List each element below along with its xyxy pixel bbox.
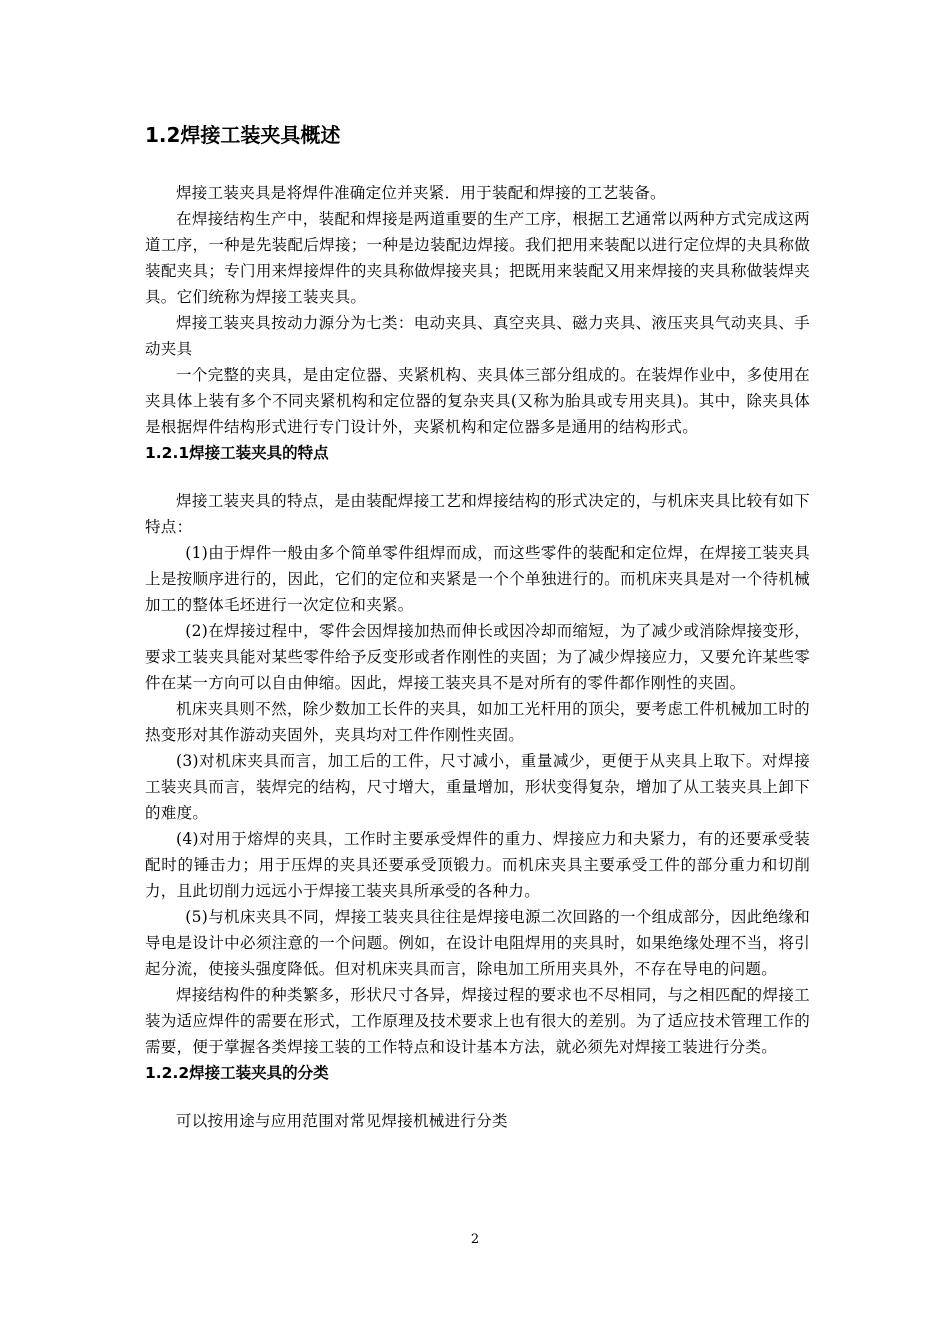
- page-number: 2: [470, 1232, 480, 1247]
- paragraph-intro-2: 在焊接结构生产中，装配和焊接是两道重要的生产工序，根据工艺通常以两种方式完成这两道工序，一种是先装配后焊接；一种是边装配边焊接。我们把用来装配以进行定位焊的夬具称做装配夹具；专门用来焊接焊件的夹具称做焊接夹具；把既用来装配又用来焊接的夹具称做装焊夹具。它们统称为焊接工装夹具。: [145, 210, 810, 306]
- section-title: 1.2焊接工装夹具概述: [145, 123, 341, 147]
- paragraph-features-1: 焊接工装夹具的特点，是由装配焊接工艺和焊接结构的形式决定的，与机床夹具比较有如下特点：: [145, 492, 810, 536]
- paragraph-features-3: (2)在焊接过程中，零件会因焊接加热而伸长或因冷却而缩短，为了减少或消除焊接变形，要求工装夹具能对某些零件给予反变形或者作刚性的夹固；为了减少焊接应力，又要允许某些零件在某一方向可以自由伸缩。因此，焊接工装夹具不是对所有的零件都作刚性的夹固。: [145, 622, 810, 692]
- paragraph-features-6: (4)对用于熔焊的夹具，工作时主要承受焊件的重力、焊接应力和夬紧力，有的还要承受装配时的锤击力；用于压焊的夹具还要承受顶锻力。而机床夹具主要承受工件的部分重力和切削力，且此切削力远远小于焊接工装夹具所承受的各种力。: [145, 830, 810, 900]
- paragraph-intro-1: 焊接工装夹具是将焊件准确定位并夹紧．用于装配和焊接的工艺装备。: [176, 184, 666, 202]
- paragraph-intro-4: 一个完整的夹具，是由定位器、夹紧机构、夹具体三部分组成的。在装焊作业中，多使用在夹具体上装有多个不同夹紧机构和定位器的复杂夹具(又称为胎具或专用夹具)。其中，除夹具体是根据焊件结构形式进行专门设计外，夹紧机构和定位器多是通用的结构形式。: [145, 366, 810, 436]
- paragraph-features-8: 焊接结构件的种类繁多，形状尺寸各异，焊接过程的要求也不尽相同，与之相匹配的焊接工装为适应焊件的需要在形式，工作原理及技术要求上也有很大的差别。为了适应技术管理工作的需要，便于掌握各类焊接工装的工作特点和设计基本方法，就必须先对焊接工装进行分类。: [145, 986, 810, 1056]
- paragraph-classification-1: 可以按用途与应用范围对常见焊接机械进行分类: [176, 1112, 508, 1130]
- paragraph-intro-3: 焊接工装夹具按动力源分为七类：电动夹具、真空夹具、磁力夹具、液压夹具气动夹具、手动夹具: [145, 314, 810, 358]
- paragraph-features-7: (5)与机床夹具不同，焊接工装夹具往往是焊接电源二次回路的一个组成部分，因此绝缘和导电是设计中必须注意的一个问题。例如，在设计电阻焊用的夹具时，如果绝缘处理不当，将引起分流，使接头强度降低。但对机床夹具而言，除电加工所用夹具外，不存在导电的问题。: [145, 908, 810, 978]
- subsection-title-classification: 1.2.2焊接工装夹具的分类: [145, 1064, 329, 1082]
- subsection-title-features: 1.2.1焊接工装夹具的特点: [145, 444, 329, 462]
- paragraph-features-4: 机床夹具则不然，除少数加工长件的夹具，如加工光杆用的顶尖，要考虑工件机械加工时的热变形对其作游动夹固外，夹具均对工件作刚性夹固。: [145, 700, 810, 744]
- paragraph-features-2: (1)由于焊件一般由多个简单零件组焊而成，而这些零件的装配和定位焊，在焊接工装夹具上是按顺序进行的，因此，它们的定位和夹紧是一个个单独进行的。而机床夹具是对一个待机械加工的整体毛坯进行一次定位和夹紧。: [145, 544, 810, 614]
- paragraph-features-5: (3)对机床夹具而言，加工后的工件，尺寸减小，重量减少，更便于从夹具上取下。对焊接工装夹具而言，装焊完的结构，尺寸增大，重量增加，形状变得复杂，增加了从工装夹具上卸下的难度。: [145, 752, 810, 822]
- document-body: [145, 120, 810, 1134]
